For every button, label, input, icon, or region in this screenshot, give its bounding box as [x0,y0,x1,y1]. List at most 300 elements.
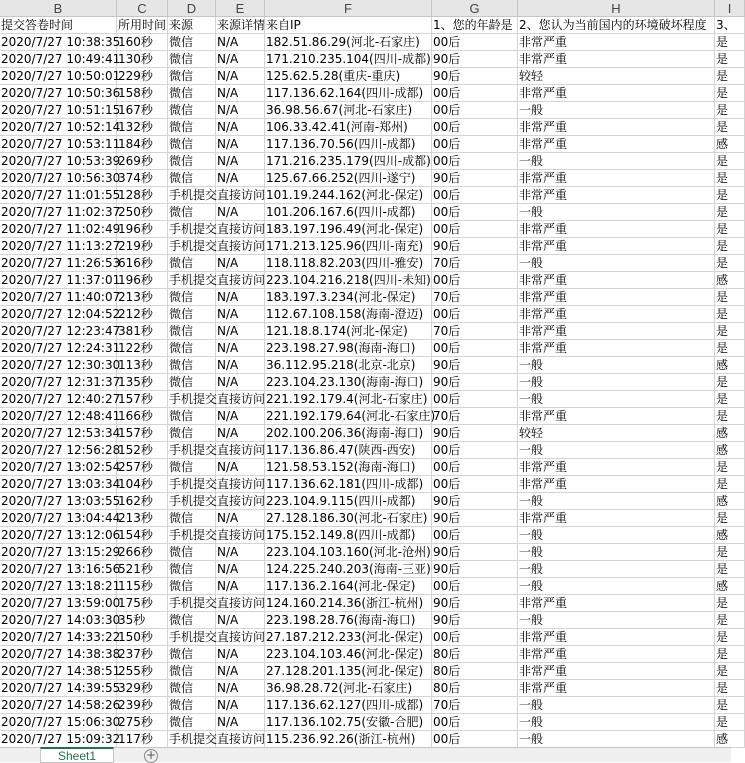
table-cell[interactable]: 90后 [432,51,518,68]
table-cell[interactable]: 感 [715,578,745,595]
table-cell[interactable]: 非常严重 [518,646,715,663]
table-cell[interactable]: 329秒 [117,680,168,697]
table-cell[interactable]: 70后 [432,408,518,425]
table-cell[interactable]: 2020/7/27 12:56:28 [1,443,121,457]
table-cell[interactable]: 直接访问 [217,477,266,491]
table-cell[interactable]: 手机提交 [169,630,218,644]
table-cell[interactable]: 手机提交 [169,239,218,253]
table-cell[interactable]: 是 [715,51,745,68]
table-cell[interactable]: 非常严重 [518,510,715,527]
table-cell[interactable]: 00后 [432,221,518,238]
table-cell[interactable]: 521秒 [117,561,168,578]
table-cell[interactable]: 2020/7/27 13:16:56 [1,562,121,576]
table-cell[interactable]: 2020/7/27 11:37:01 [1,273,121,287]
table-cell[interactable]: N/A [216,136,265,153]
table-cell[interactable]: 是 [715,34,745,51]
table-cell[interactable]: 2020/7/27 14:38:51 [1,664,121,678]
table-cell[interactable]: 微信 [168,136,216,153]
table-cell[interactable]: 90后 [432,544,518,561]
column-header-b[interactable]: B [0,0,117,17]
table-cell[interactable]: N/A [216,697,265,714]
table-cell[interactable]: 直接访问 [217,273,266,287]
table-cell[interactable]: 是 [715,646,745,663]
table-cell[interactable]: 223.198.28.76(海南-海口) [265,612,432,629]
table-cell[interactable]: 微信 [168,578,216,595]
table-cell[interactable]: 158秒 [117,85,168,102]
table-cell[interactable]: N/A [216,85,265,102]
table-cell[interactable]: 非常严重 [518,323,715,340]
table-cell[interactable]: 一般 [518,442,715,459]
table-cell[interactable]: 手机提交 [169,273,218,287]
table-cell[interactable]: 直接访问 [217,528,266,542]
table-cell[interactable]: 一般 [518,544,715,561]
table-cell[interactable]: 是 [715,221,745,238]
table-cell[interactable]: N/A [216,119,265,136]
table-cell[interactable]: 2020/7/27 10:50:01 [1,69,121,83]
field-header-cell[interactable]: 3、 [715,17,745,34]
table-cell[interactable]: 是 [715,255,745,272]
table-cell[interactable]: 微信 [168,374,216,391]
table-cell[interactable]: 是 [715,238,745,255]
table-cell[interactable]: 2020/7/27 14:39:55 [1,681,121,695]
table-cell[interactable]: N/A [216,204,265,221]
table-cell[interactable]: 2020/7/27 12:04:52 [1,307,121,321]
table-cell[interactable]: 非常严重 [518,34,715,51]
table-cell[interactable]: 130秒 [117,51,168,68]
table-cell[interactable]: 是 [715,663,745,680]
table-cell[interactable]: N/A [216,408,265,425]
table-cell[interactable]: 36.112.95.218(北京-北京) [265,357,432,374]
table-cell[interactable]: 是 [715,340,745,357]
table-cell[interactable]: 175秒 [117,595,168,612]
table-cell[interactable]: 感 [715,731,745,748]
field-header-cell[interactable]: 2、您认为当前国内的环境破坏程度 [518,17,715,34]
table-cell[interactable]: 2020/7/27 14:03:30 [1,613,121,627]
table-cell[interactable]: 是 [715,476,745,493]
table-cell[interactable]: 是 [715,459,745,476]
table-cell[interactable]: 381秒 [117,323,168,340]
table-cell[interactable]: 是 [715,68,745,85]
table-cell[interactable]: 80后 [432,646,518,663]
table-cell[interactable]: 90后 [432,357,518,374]
field-header-cell[interactable]: 来自IP [265,17,432,34]
table-cell[interactable]: 124.160.214.36(浙江-杭州) [265,595,432,612]
table-cell[interactable]: 非常严重 [518,85,715,102]
table-cell[interactable]: 是 [715,102,745,119]
table-cell[interactable]: 非常严重 [518,51,715,68]
table-cell[interactable]: 2020/7/27 10:53:39 [1,154,121,168]
table-cell[interactable]: 微信 [168,85,216,102]
table-cell[interactable]: 是 [715,170,745,187]
table-cell[interactable]: N/A [216,374,265,391]
table-cell[interactable]: 70后 [432,323,518,340]
table-cell[interactable]: 70后 [432,697,518,714]
table-cell[interactable]: 00后 [432,476,518,493]
table-cell[interactable]: 239秒 [117,697,168,714]
table-cell[interactable]: 感 [715,357,745,374]
table-cell[interactable]: 00后 [432,731,518,748]
table-cell[interactable]: 是 [715,561,745,578]
table-cell[interactable]: 直接访问 [217,239,266,253]
table-cell[interactable]: 感 [715,442,745,459]
table-cell[interactable]: 是 [715,153,745,170]
column-header-e[interactable]: E [216,0,265,17]
table-cell[interactable]: 微信 [168,68,216,85]
table-cell[interactable]: N/A [216,663,265,680]
table-cell[interactable]: 2020/7/27 13:12:06 [1,528,121,542]
table-cell[interactable]: 162秒 [117,493,168,510]
table-cell[interactable]: 27.187.212.233(河北-保定) [265,629,432,646]
table-cell[interactable]: 157秒 [117,391,168,408]
table-cell[interactable]: 非常严重 [518,238,715,255]
table-cell[interactable]: 一般 [518,561,715,578]
add-sheet-icon[interactable]: + [145,748,157,762]
table-cell[interactable]: 182.51.86.29(河北-石家庄) [265,34,432,51]
table-cell[interactable]: 223.104.103.46(河北-保定) [265,646,432,663]
table-cell[interactable]: 微信 [168,459,216,476]
table-cell[interactable]: 00后 [432,136,518,153]
table-cell[interactable]: 117.136.62.127(四川-成都) [265,697,432,714]
table-cell[interactable]: N/A [216,170,265,187]
table-cell[interactable]: 感 [715,136,745,153]
table-cell[interactable]: 一般 [518,731,715,748]
table-cell[interactable]: 微信 [168,663,216,680]
table-cell[interactable]: N/A [216,425,265,442]
table-cell[interactable]: 微信 [168,612,216,629]
table-cell[interactable]: 是 [715,306,745,323]
table-cell[interactable]: 2020/7/27 11:13:27 [1,239,121,253]
table-cell[interactable]: N/A [216,102,265,119]
column-header-h[interactable]: H [518,0,715,17]
table-cell[interactable]: 手机提交 [169,222,218,236]
table-cell[interactable]: 2020/7/27 13:03:55 [1,494,121,508]
table-cell[interactable]: 直接访问 [217,630,266,644]
table-cell[interactable]: 是 [715,510,745,527]
table-cell[interactable]: 223.198.27.98(海南-海口) [265,340,432,357]
table-cell[interactable]: 非常严重 [518,221,715,238]
table-cell[interactable]: 150秒 [117,629,168,646]
table-cell[interactable]: 223.104.9.115(四川-成都) [265,493,432,510]
table-cell[interactable]: 00后 [432,85,518,102]
table-cell[interactable]: 2020/7/27 12:40:27 [1,392,121,406]
table-cell[interactable]: 213秒 [117,510,168,527]
table-cell[interactable]: N/A [216,323,265,340]
table-cell[interactable]: 00后 [432,34,518,51]
table-cell[interactable]: 00后 [432,578,518,595]
table-cell[interactable]: 115秒 [117,578,168,595]
table-cell[interactable]: 微信 [168,323,216,340]
table-cell[interactable]: 是 [715,289,745,306]
table-cell[interactable]: 266秒 [117,544,168,561]
table-cell[interactable]: 微信 [168,306,216,323]
table-cell[interactable]: 183.197.3.234(河北-保定) [265,289,432,306]
table-cell[interactable]: 118.118.82.203(四川-雅安) [265,255,432,272]
table-cell[interactable]: 2020/7/27 10:38:35 [1,35,121,49]
table-cell[interactable]: 2020/7/27 11:26:53 [1,256,121,270]
table-cell[interactable]: 非常严重 [518,289,715,306]
table-cell[interactable]: 00后 [432,459,518,476]
table-cell[interactable]: 直接访问 [217,188,266,202]
table-cell[interactable]: 125.62.5.28(重庆-重庆) [265,68,432,85]
table-cell[interactable]: 35秒 [117,612,168,629]
table-cell[interactable]: 171.213.125.96(四川-南充) [265,238,432,255]
table-cell[interactable]: 微信 [168,561,216,578]
table-cell[interactable]: 2020/7/27 15:09:32 [1,732,121,746]
table-cell[interactable]: 237秒 [117,646,168,663]
table-cell[interactable]: N/A [216,561,265,578]
table-cell[interactable]: 275秒 [117,714,168,731]
table-cell[interactable]: 非常严重 [518,187,715,204]
column-header-i[interactable]: I [715,0,745,17]
table-cell[interactable]: 手机提交 [169,392,218,406]
table-cell[interactable]: 是 [715,119,745,136]
table-cell[interactable]: 90后 [432,612,518,629]
table-cell[interactable]: 106.33.42.41(河南-郑州) [265,119,432,136]
table-cell[interactable]: 微信 [168,425,216,442]
table-cell[interactable]: 微信 [168,102,216,119]
table-cell[interactable]: 手机提交 [169,596,218,610]
table-cell[interactable]: 125.67.66.252(四川-遂宁) [265,170,432,187]
table-cell[interactable]: 是 [715,697,745,714]
table-cell[interactable]: 70后 [432,255,518,272]
table-cell[interactable]: 175.152.149.8(四川-成都) [265,527,432,544]
table-cell[interactable]: 较轻 [518,68,715,85]
table-cell[interactable]: 非常严重 [518,306,715,323]
table-cell[interactable]: 121.18.8.174(河北-保定) [265,323,432,340]
table-cell[interactable]: 250秒 [117,204,168,221]
table-cell[interactable]: 一般 [518,153,715,170]
table-cell[interactable]: 157秒 [117,425,168,442]
table-cell[interactable]: N/A [216,714,265,731]
table-cell[interactable]: 一般 [518,612,715,629]
table-cell[interactable]: 00后 [432,340,518,357]
table-cell[interactable]: 是 [715,85,745,102]
table-cell[interactable]: N/A [216,612,265,629]
table-cell[interactable]: 27.128.201.135(河北-保定) [265,663,432,680]
table-cell[interactable]: 257秒 [117,459,168,476]
table-cell[interactable]: 101.19.244.162(河北-保定) [265,187,432,204]
table-cell[interactable]: 2020/7/27 10:53:11 [1,137,121,151]
table-cell[interactable]: 166秒 [117,408,168,425]
table-cell[interactable]: 00后 [432,391,518,408]
table-cell[interactable]: 154秒 [117,527,168,544]
table-cell[interactable]: 70后 [432,289,518,306]
table-cell[interactable]: 00后 [432,629,518,646]
table-cell[interactable]: 微信 [168,34,216,51]
table-cell[interactable]: 124.225.240.203(海南-三亚) [266,562,431,576]
table-cell[interactable]: 直接访问 [217,494,266,508]
table-cell[interactable]: 115.236.92.26(浙江-杭州) [265,731,432,748]
table-cell[interactable]: 非常严重 [518,459,715,476]
table-cell[interactable]: 152秒 [117,442,168,459]
table-cell[interactable]: 微信 [168,340,216,357]
table-cell[interactable]: 一般 [518,374,715,391]
table-cell[interactable]: 135秒 [117,374,168,391]
table-cell[interactable]: N/A [216,646,265,663]
column-header-c[interactable]: C [117,0,168,17]
table-cell[interactable]: 219秒 [117,238,168,255]
table-cell[interactable]: 微信 [168,408,216,425]
table-cell[interactable]: 196秒 [117,272,168,289]
table-cell[interactable]: 117.136.62.164(四川-成都) [265,85,432,102]
table-cell[interactable]: 微信 [168,153,216,170]
table-cell[interactable]: 2020/7/27 11:02:37 [1,205,121,219]
field-header-cell[interactable]: 所用时间 [118,18,167,32]
table-cell[interactable]: 直接访问 [217,443,266,457]
table-cell[interactable]: 90后 [432,561,518,578]
table-cell[interactable]: N/A [216,153,265,170]
table-cell[interactable]: 2020/7/27 13:59:00 [1,596,121,610]
table-cell[interactable]: 00后 [432,714,518,731]
table-cell[interactable]: 一般 [518,493,715,510]
table-cell[interactable]: N/A [216,306,265,323]
table-cell[interactable]: 00后 [432,102,518,119]
table-cell[interactable]: 223.104.23.130(海南-海口) [265,374,432,391]
table-cell[interactable]: 36.98.28.72(河北-石家庄) [265,680,432,697]
table-cell[interactable]: 2020/7/27 12:30:30 [1,358,121,372]
table-cell[interactable]: 616秒 [117,255,168,272]
table-cell[interactable]: 是 [715,629,745,646]
table-cell[interactable]: N/A [216,510,265,527]
table-cell[interactable]: N/A [216,51,265,68]
table-cell[interactable]: 2020/7/27 12:23:47 [1,324,121,338]
table-cell[interactable]: 一般 [518,697,715,714]
table-cell[interactable]: 90后 [432,595,518,612]
field-header-cell[interactable]: 提交答卷时间 [0,17,117,34]
table-cell[interactable]: 微信 [168,119,216,136]
table-cell[interactable]: 117.136.102.75(安徽-合肥) [265,714,432,731]
table-cell[interactable]: N/A [216,289,265,306]
table-cell[interactable]: 80后 [432,663,518,680]
table-cell[interactable]: 90后 [432,510,518,527]
table-cell[interactable]: 2020/7/27 12:24:31 [1,341,121,355]
table-cell[interactable]: 00后 [432,119,518,136]
table-cell[interactable]: 一般 [518,102,715,119]
table-cell[interactable]: 2020/7/27 10:56:30 [1,171,121,185]
table-cell[interactable]: 2020/7/27 12:31:37 [1,375,121,389]
table-cell[interactable]: 是 [715,544,745,561]
table-cell[interactable]: 非常严重 [518,170,715,187]
table-cell[interactable]: 2020/7/27 11:40:07 [1,290,121,304]
table-cell[interactable]: 00后 [432,527,518,544]
table-cell[interactable]: 是 [715,187,745,204]
sheet-tab-sheet1[interactable]: Sheet1 [40,747,114,763]
table-cell[interactable]: N/A [216,68,265,85]
table-cell[interactable]: 手机提交 [169,188,218,202]
table-cell[interactable]: 90后 [432,170,518,187]
table-cell[interactable]: 122秒 [117,340,168,357]
table-cell[interactable]: 202.100.206.36(海南-海口) [265,425,432,442]
table-cell[interactable]: 非常严重 [518,680,715,697]
table-cell[interactable]: 2020/7/27 11:02:49 [1,222,121,236]
table-cell[interactable]: 221.192.179.64(河北-石家庄) [266,409,436,423]
table-cell[interactable]: 374秒 [117,170,168,187]
table-cell[interactable]: 手机提交 [169,494,218,508]
table-cell[interactable]: 微信 [168,714,216,731]
table-cell[interactable]: 手机提交 [169,477,218,491]
column-header-g[interactable]: G [432,0,518,17]
table-cell[interactable]: 117.136.86.47(陕西-西安) [265,442,432,459]
table-cell[interactable]: 直接访问 [217,222,266,236]
table-cell[interactable]: N/A [216,255,265,272]
table-cell[interactable]: 00后 [432,272,518,289]
table-cell[interactable]: 00后 [432,187,518,204]
table-cell[interactable]: 微信 [168,680,216,697]
table-cell[interactable]: 手机提交 [169,732,218,746]
table-cell[interactable]: 167秒 [117,102,168,119]
table-cell[interactable]: 2020/7/27 10:52:14 [1,120,121,134]
table-cell[interactable]: 2020/7/27 10:50:36 [1,86,121,100]
table-cell[interactable]: 一般 [518,255,715,272]
table-cell[interactable]: 非常严重 [518,629,715,646]
table-cell[interactable]: 是 [715,374,745,391]
table-cell[interactable]: 2020/7/27 14:38:38 [1,647,121,661]
table-cell[interactable]: 255秒 [117,663,168,680]
table-cell[interactable]: 2020/7/27 14:58:26 [1,698,121,712]
table-cell[interactable]: 117.136.2.164(河北-保定) [265,578,432,595]
table-cell[interactable]: 27.128.186.30(河北-石家庄) [265,510,432,527]
table-cell[interactable]: 223.104.103.160(河北-沧州) [266,545,431,559]
table-cell[interactable]: 是 [715,612,745,629]
table-cell[interactable]: 229秒 [117,68,168,85]
table-cell[interactable]: 微信 [168,170,216,187]
table-cell[interactable]: 269秒 [117,153,168,170]
table-cell[interactable]: 2020/7/27 11:01:55 [1,188,121,202]
table-cell[interactable]: 手机提交 [169,443,218,457]
table-cell[interactable]: 2020/7/27 13:03:34 [1,477,121,491]
table-cell[interactable]: 微信 [168,255,216,272]
table-cell[interactable]: 112.67.108.158(海南-澄迈) [265,306,432,323]
table-cell[interactable]: 非常严重 [518,272,715,289]
table-cell[interactable]: 00后 [432,204,518,221]
table-cell[interactable]: 2020/7/27 13:02:54 [1,460,121,474]
table-cell[interactable]: 感 [715,272,745,289]
table-cell[interactable]: 2020/7/27 10:51:15 [1,103,121,117]
table-cell[interactable]: N/A [216,578,265,595]
field-header-cell[interactable]: 1、您的年龄是 [432,17,518,34]
table-cell[interactable]: 00后 [432,153,518,170]
table-cell[interactable]: 196秒 [117,221,168,238]
table-cell[interactable]: 117.136.70.56(四川-成都) [265,136,432,153]
table-cell[interactable]: 非常严重 [518,408,715,425]
table-cell[interactable]: 2020/7/27 13:04:44 [1,511,121,525]
table-cell[interactable]: 104秒 [117,476,168,493]
table-cell[interactable]: 160秒 [117,34,168,51]
table-cell[interactable]: 感 [715,425,745,442]
table-cell[interactable]: 90后 [432,238,518,255]
table-cell[interactable]: 是 [715,595,745,612]
table-cell[interactable]: 171.210.235.104(四川-成都) [266,52,431,66]
table-cell[interactable]: 一般 [518,391,715,408]
table-cell[interactable]: 117.136.62.181(四川-成都) [265,476,432,493]
table-cell[interactable]: N/A [216,357,265,374]
table-cell[interactable]: 一般 [518,357,715,374]
table-cell[interactable]: 是 [715,680,745,697]
table-cell[interactable]: 是 [715,714,745,731]
table-cell[interactable]: 是 [715,323,745,340]
table-cell[interactable]: 36.98.56.67(河北-石家庄) [265,102,432,119]
column-header-f[interactable]: F [265,0,432,17]
table-cell[interactable]: 212秒 [117,306,168,323]
field-header-cell[interactable]: 来源详情 [217,18,266,32]
table-cell[interactable]: 非常严重 [518,119,715,136]
table-cell[interactable]: 113秒 [117,357,168,374]
table-cell[interactable]: 一般 [518,527,715,544]
table-cell[interactable]: 183.197.196.49(河北-保定) [265,221,432,238]
table-cell[interactable]: N/A [216,34,265,51]
table-cell[interactable]: 90后 [432,425,518,442]
table-cell[interactable]: 微信 [168,51,216,68]
